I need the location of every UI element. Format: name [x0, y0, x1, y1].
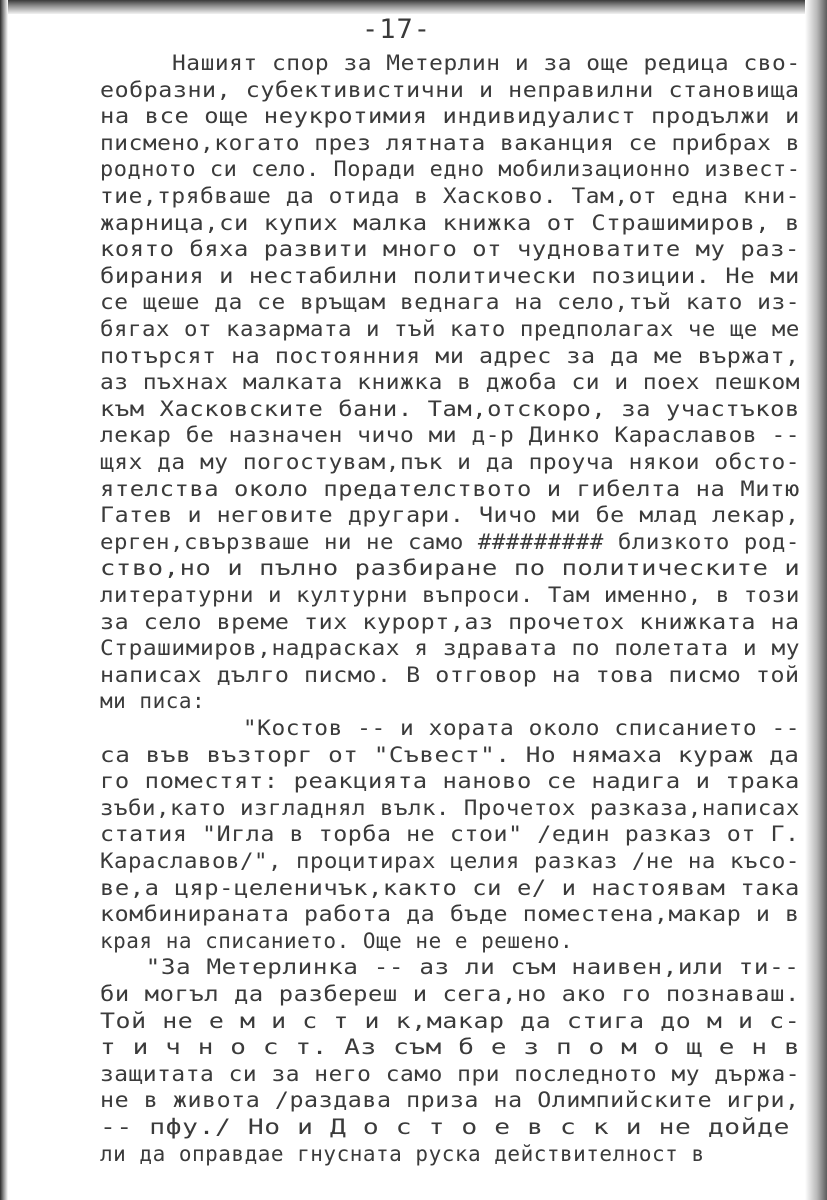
text-line: го поместят: реакцията наново се надига и трака — [100, 769, 800, 793]
text-line: тие,трябваше да отида в Хасково. Там,от една кни- — [100, 184, 801, 208]
text-line: еобразни, субективистични и неправилни становища — [100, 78, 800, 102]
text-line: писмено,когато през лятната ваканция се прибрах в — [100, 131, 801, 155]
text-line: родното си село. Поради едно мобилизационно извест- — [100, 157, 801, 181]
text-line: която бяха развити много от чудноватите му раз- — [100, 237, 800, 261]
text-line: Страшимиров,надрасках я здравата по полетата и му — [100, 636, 801, 660]
scan-edge-left — [0, 0, 8, 1200]
text-line: аз пъхнах малката книжка в джоба си и поех пешком — [100, 370, 801, 394]
text-line: ми писа: — [100, 689, 206, 713]
text-line: ятелства около предателството и гибелта на Митю — [100, 477, 800, 501]
text-line: статия "Игла в торба не стои" /един разказ от Г. — [100, 822, 800, 846]
text-line: ство,но и пълно разбиране по политическите и — [100, 556, 801, 580]
scan-edge-top — [0, 0, 827, 14]
text-line: комбинираната работа да бъде поместена,макар и в — [100, 902, 800, 926]
text-line: написах дълго писмо. В отговор на това писмо той — [100, 663, 800, 687]
text-line: -- пфу./ Но и Д о с т о е в с к и не дойде — [100, 1115, 791, 1139]
text-line: Караславов/", процитирах целия разказ /не на късо- — [100, 849, 800, 873]
text-line: "Костов -- и хората около списанието -- — [100, 716, 801, 740]
text-line: зъби,като изгладнял вълк. Прочетох разказа,написах — [100, 796, 800, 820]
text-line: към Хасковските бани. Там,отскоро, за участъков — [100, 397, 800, 421]
text-line: бирания и нестабилни политически позиции. Не ми — [100, 264, 800, 288]
text-line: лекар бе назначен чичо ми д-р Динко Караславов -- — [100, 423, 801, 447]
text-line: на все още неукротимия индивидуалист продължи и — [100, 104, 800, 128]
text-line: края на списанието. Още не е решено. — [100, 929, 574, 953]
text-line: Нашият спор за Метерлин и за още редица сво- — [172, 51, 801, 75]
text-line: ерген,свързваше ни не само ######### близкото род- — [100, 530, 800, 554]
text-line: Той не е м и с т и к,макар да стига до м и с- — [100, 1009, 801, 1033]
page-number: -17- — [362, 14, 432, 45]
text-line: би могъл да разбереш и сега,но ако го познаваш. — [100, 982, 800, 1006]
text-line: ли да оправдае гнусната руска действителност в — [100, 1142, 705, 1166]
text-line: Гатев и неговите другари. Чичо ми бе млад лекар, — [100, 503, 800, 527]
scan-edge-right — [805, 0, 827, 1200]
text-line: т и ч н о с т. Аз съм б е з п о м о щ е н в — [100, 1035, 801, 1059]
text-line: не в живота /раздава приза на Олимпийските игри, — [100, 1088, 800, 1112]
text-line: жарница,си купих малка книжка от Страшимиров, в — [100, 211, 800, 235]
text-line: ве,а цяр-целеничък,както си е/ и настоявам така — [100, 876, 800, 900]
text-line: щях да му погостувам,пък и да проуча някои обсто- — [100, 450, 801, 474]
text-line: защитата си за него само при последното му държа- — [100, 1062, 801, 1086]
text-line: "За Метерлинка -- аз ли съм наивен,или ти-- — [100, 955, 800, 979]
text-line: бягах от казармата и тъй като предполагах че ще ме — [100, 317, 800, 341]
text-line: потърсят на постоянния ми адрес за да ме вържат, — [100, 344, 800, 368]
text-line: се щеше да се връщам веднага на село,тъй като из- — [100, 290, 801, 314]
text-line: литературни и културни въпроси. Там именно, в този — [100, 583, 800, 607]
text-line: са във възторг от "Съвест". Но нямаха кураж да — [100, 743, 800, 767]
text-line: за село време тих курорт,аз прочетох книжката на — [100, 610, 800, 634]
